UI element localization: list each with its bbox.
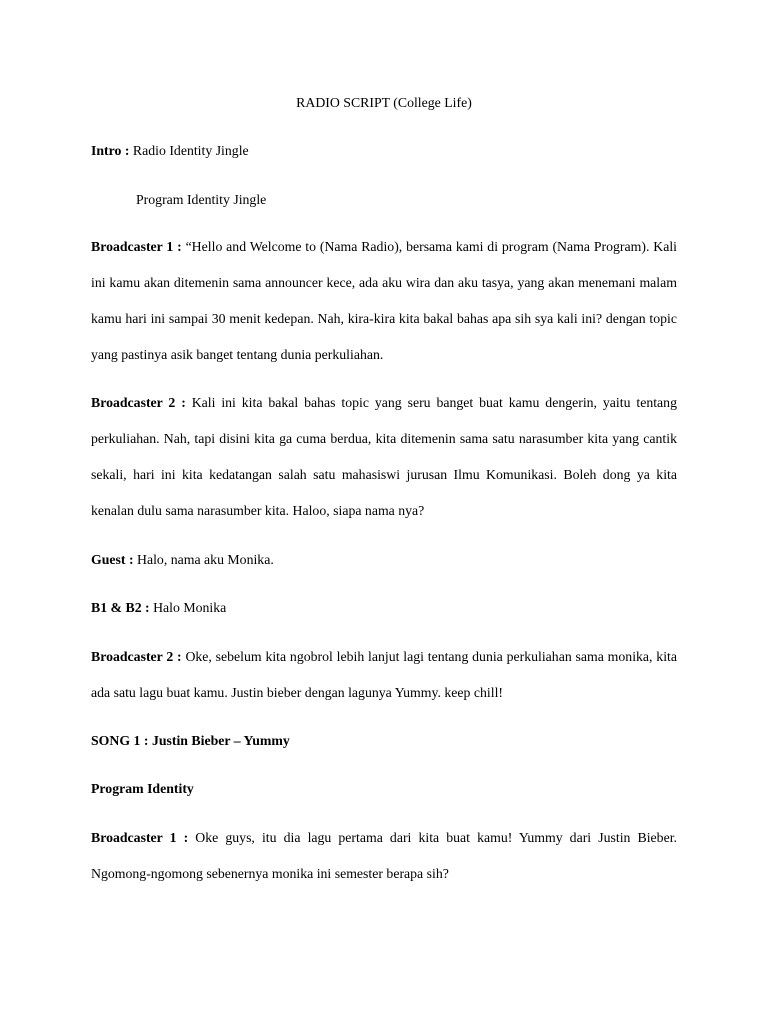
intro-line	[91, 133, 677, 169]
speaker-label: Broadcaster 1 :	[91, 239, 182, 254]
paragraph-broadcaster-2	[91, 385, 677, 529]
paragraph-b1-b2	[91, 590, 677, 626]
dialogue-text: “Hello and Welcome to (Nama Radio), bersama kami di program (Nama Program). Kali ini kamu akan ditemenin sama announcer kece, ada aku wira dan aku tasya, yang akan menemani malam kamu hari ini sampai 30 menit kedepan. Nah, kira-kira kita bakal bahas apa sih sya kali ini? dengan topic yang pastinya asik banget tentang dunia perkuliahan.	[91, 239, 677, 362]
dialogue-text: Halo, nama aku Monika.	[137, 552, 274, 567]
paragraph-guest	[91, 542, 677, 578]
dialogue-text: Kali ini kita bakal bahas topic yang seru banget buat kamu dengerin, yaitu tentang perkuliahan. Nah, tapi disini kita ga cuma berdua, kita ditemenin sama satu narasumber kita yang cantik sekali, hari ini kita kedatangan salah satu mahasiswi jurusan Ilmu Komunikasi. Boleh dong ya kita kenalan dulu sama narasumber kita. Haloo, siapa nama nya?	[91, 395, 677, 518]
paragraph-broadcaster-1	[91, 229, 677, 373]
document-title: RADIO SCRIPT (College Life)	[296, 95, 472, 110]
speaker-label: B1 & B2 :	[91, 600, 150, 615]
speaker-label: Broadcaster 2 :	[91, 395, 186, 410]
program-identity-heading	[91, 771, 677, 807]
song-heading	[91, 723, 677, 759]
intro-text-1: Radio Identity Jingle	[132, 143, 249, 158]
dialogue-text: Oke, sebelum kita ngobrol lebih lanjut lagi tentang dunia perkuliahan sama monika, kita ada satu lagu buat kamu. Justin bieber dengan lagunya Yummy. keep chill!	[91, 649, 677, 700]
paragraph-broadcaster-2b	[91, 639, 677, 711]
program-identity-label: Program Identity	[91, 781, 194, 796]
dialogue-text: Oke guys, itu dia lagu pertama dari kita buat kamu! Yummy dari Justin Bieber. Ngomong-ngomong sebenernya monika ini semester berapa sih?	[91, 830, 677, 881]
speaker-label: Broadcaster 1 :	[91, 830, 189, 845]
paragraph-broadcaster-1b	[91, 820, 677, 892]
dialogue-text: Halo Monika	[153, 600, 227, 615]
intro-text-2: Program Identity Jingle	[136, 192, 267, 207]
intro-label: Intro :	[91, 143, 130, 158]
song-label: SONG 1 : Justin Bieber – Yummy	[91, 733, 290, 748]
speaker-label: Broadcaster 2 :	[91, 649, 182, 664]
speaker-label: Guest :	[91, 552, 134, 567]
